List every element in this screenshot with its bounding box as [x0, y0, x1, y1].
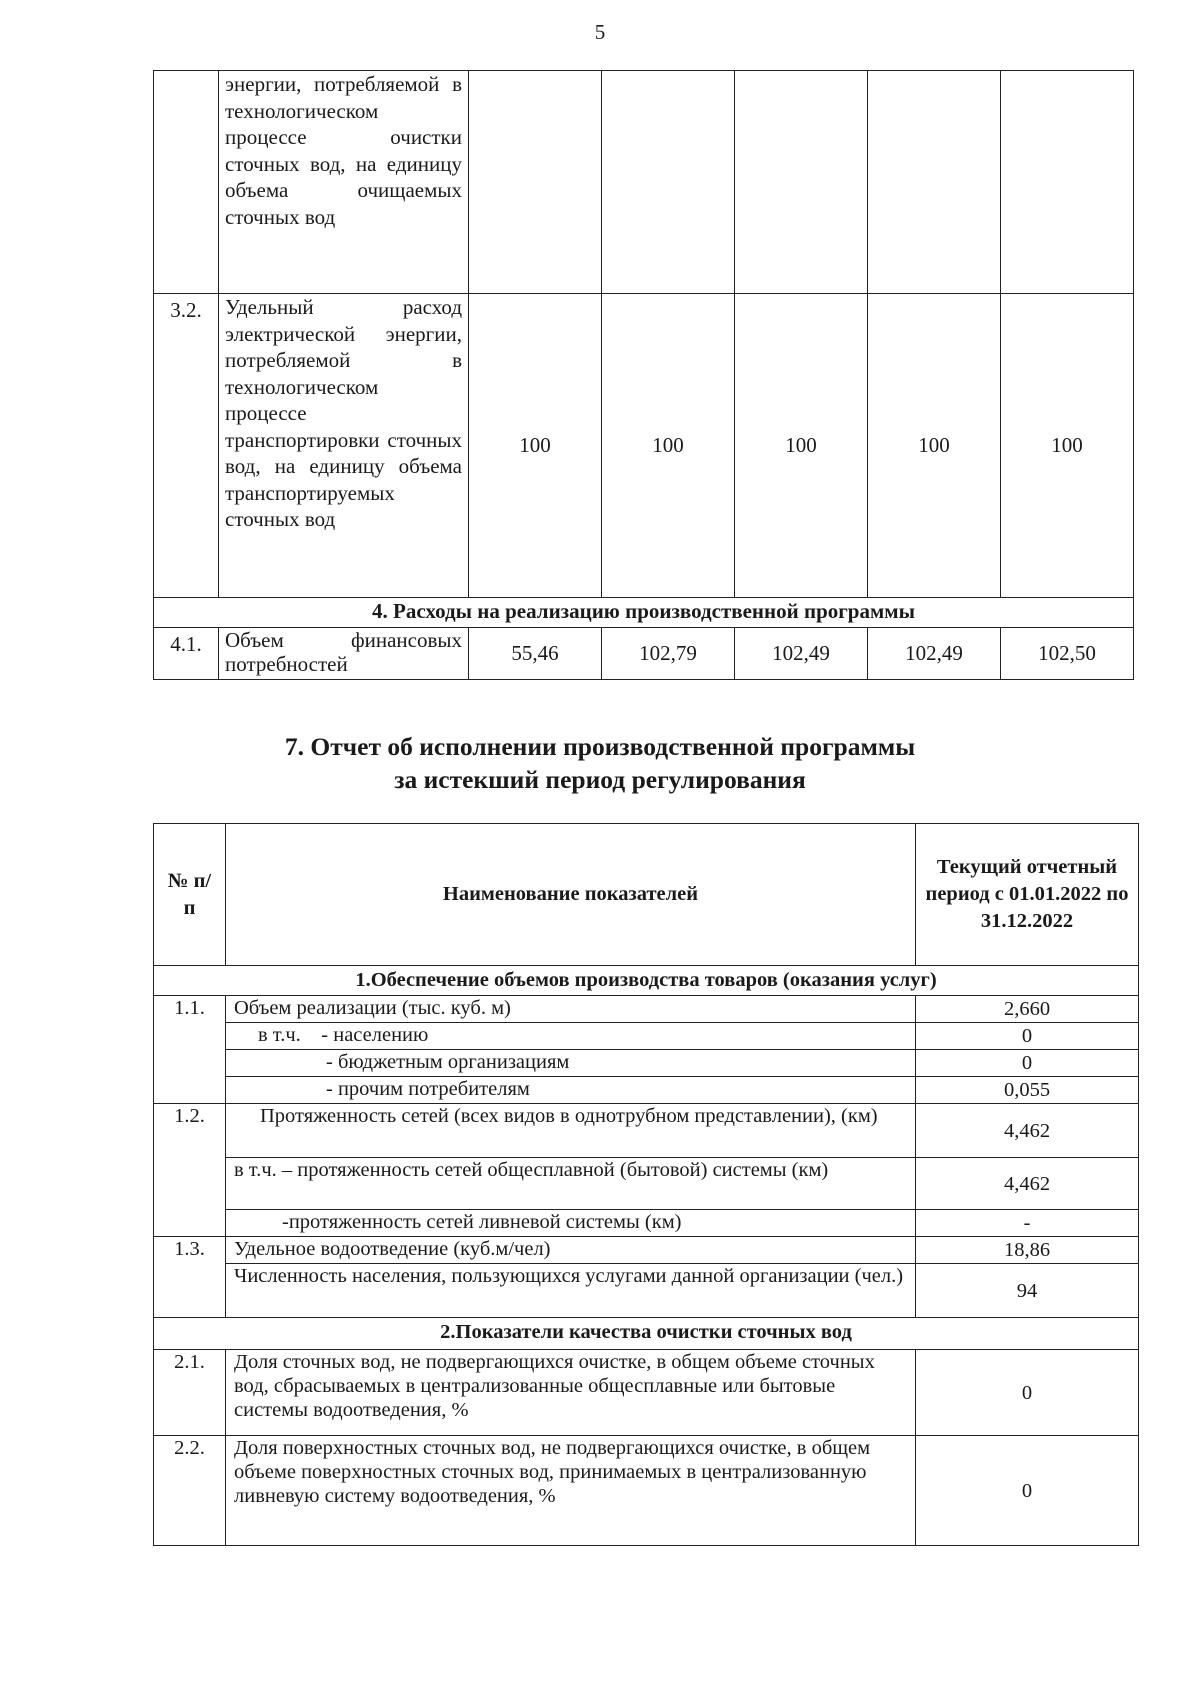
table-row	[154, 1050, 1139, 1077]
value-cell: 18,86	[916, 1237, 1139, 1264]
table-row	[154, 1350, 1139, 1436]
indicator-name: - бюджетным организациям	[226, 1050, 916, 1077]
indicator-name: в т.ч. – протяженность сетей общесплавной (бытовой) системы (км)	[226, 1158, 916, 1210]
header-period: Текущий отчетный период с 01.01.2022 по 31.12.2022	[916, 824, 1139, 966]
indicator-name: в т.ч. - населению	[226, 1023, 916, 1050]
indicator-name: Объем финансовых потребностей	[219, 628, 469, 680]
report-title-line-1: 7. Отчет об исполнении производственной программы	[284, 732, 916, 761]
section-row	[154, 966, 1139, 996]
section-heading: 2.Показатели качества очистки сточных вод	[154, 1318, 1139, 1350]
value-cell: 55,46	[469, 628, 602, 680]
report-title	[0, 730, 1200, 796]
row-number	[154, 71, 219, 294]
value-cell	[735, 71, 868, 294]
table-row	[154, 996, 1139, 1023]
row-number: 2.2.	[154, 1436, 226, 1546]
table-row	[154, 1237, 1139, 1264]
value-cell: 4,462	[916, 1104, 1139, 1158]
value-cell: 0	[916, 1050, 1139, 1077]
section-row	[154, 1318, 1139, 1350]
header-name: Наименование показателей	[226, 824, 916, 966]
indicator-name: Объем реализации (тыс. куб. м)	[226, 996, 916, 1023]
indicator-name: энергии, потребляемой в технологическом процессе очистки сточных вод, на единицу объема очищаемых сточных вод	[219, 71, 469, 294]
header-row	[154, 824, 1139, 966]
value-cell: 0	[916, 1023, 1139, 1050]
value-cell: 0	[916, 1436, 1139, 1546]
indicator-name: Удельный расход электрической энергии, потребляемой в технологическом процессе транспортировки сточных вод, на единицу объема транспортируемых сточных вод	[219, 294, 469, 598]
table-row	[154, 1264, 1139, 1318]
indicator-name: - прочим потребителям	[226, 1077, 916, 1104]
value-cell: 102,49	[735, 628, 868, 680]
table-row	[154, 294, 1134, 598]
value-cell: 2,660	[916, 996, 1139, 1023]
indicator-name: Удельное водоотведение (куб.м/чел)	[226, 1237, 916, 1264]
value-cell: 4,462	[916, 1158, 1139, 1210]
row-number: 1.3.	[154, 1237, 226, 1318]
report-title-line-2: за истекший период регулирования	[394, 765, 806, 794]
indicators-table-continued	[153, 70, 1134, 680]
table-row	[154, 1077, 1139, 1104]
table-row	[154, 1210, 1139, 1237]
value-cell: 100	[469, 294, 602, 598]
header-num: № п/п	[154, 824, 226, 966]
value-cell: 100	[1001, 294, 1134, 598]
indicator-name: -протяженность сетей ливневой системы (км)	[226, 1210, 916, 1237]
value-cell: 102,50	[1001, 628, 1134, 680]
value-cell: 102,79	[602, 628, 735, 680]
value-cell: -	[916, 1210, 1139, 1237]
indicator-name: Доля поверхностных сточных вод, не подвергающихся очистке, в общем объеме поверхностных сточных вод, принимаемых в централизованную ливневую систему водоотведения, %	[226, 1436, 916, 1546]
indicator-name: Доля сточных вод, не подвергающихся очистке, в общем объеме сточных вод, сбрасываемых в централизованные общесплавные или бытовые системы водоотведения, %	[226, 1350, 916, 1436]
indicator-name: Численность населения, пользующихся услугами данной организации (чел.)	[226, 1264, 916, 1318]
value-cell: 0,055	[916, 1077, 1139, 1104]
value-cell	[469, 71, 602, 294]
report-table	[153, 823, 1139, 1546]
value-cell	[1001, 71, 1134, 294]
row-number: 4.1.	[154, 628, 219, 680]
value-cell: 102,49	[868, 628, 1001, 680]
value-cell: 100	[602, 294, 735, 598]
row-number: 1.1.	[154, 996, 226, 1104]
section-heading: 4. Расходы на реализацию производственной программы	[154, 598, 1134, 628]
value-cell: 94	[916, 1264, 1139, 1318]
row-number: 3.2.	[154, 294, 219, 598]
value-cell: 100	[868, 294, 1001, 598]
section-row	[154, 598, 1134, 628]
table-row	[154, 1104, 1139, 1158]
value-cell	[868, 71, 1001, 294]
value-cell: 0	[916, 1350, 1139, 1436]
indicator-name: Протяженность сетей (всех видов в однотрубном представлении), (км)	[226, 1104, 916, 1158]
page-number: 5	[594, 20, 606, 44]
table-row	[154, 71, 1134, 294]
value-cell: 100	[735, 294, 868, 598]
table-row	[154, 1158, 1139, 1210]
row-number: 2.1.	[154, 1350, 226, 1436]
section-heading: 1.Обеспечение объемов производства товаров (оказания услуг)	[154, 966, 1139, 996]
table-row	[154, 1023, 1139, 1050]
row-number: 1.2.	[154, 1104, 226, 1237]
value-cell	[602, 71, 735, 294]
table-row	[154, 628, 1134, 680]
table-row	[154, 1436, 1139, 1546]
